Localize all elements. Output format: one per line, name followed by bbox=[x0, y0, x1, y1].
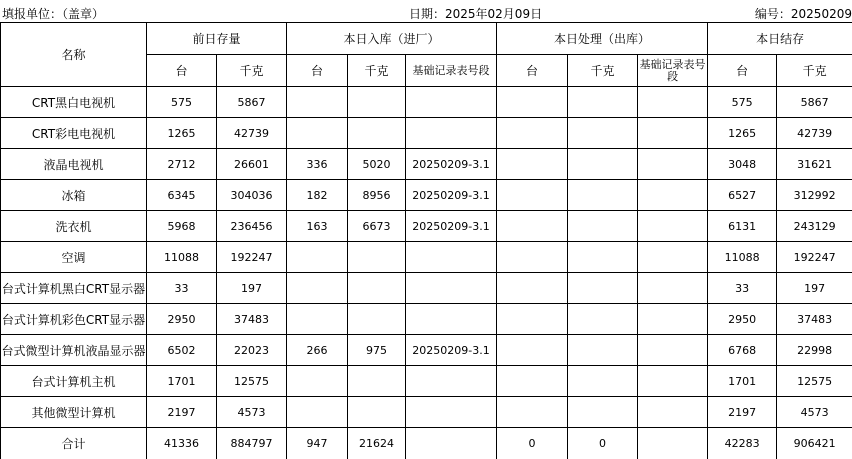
inbound-header: 本日入库（进厂） bbox=[287, 23, 497, 55]
prev-tai-cell: 575 bbox=[147, 87, 217, 118]
in-tai-cell: 163 bbox=[287, 211, 348, 242]
out-kg-cell bbox=[568, 335, 638, 366]
table-row bbox=[1, 211, 852, 242]
prev-kg-cell: 236456 bbox=[217, 211, 287, 242]
out-tai-header: 台 bbox=[497, 55, 568, 87]
in-tai-cell: 182 bbox=[287, 180, 348, 211]
bal-tai-cell: 2197 bbox=[708, 397, 777, 428]
prev-kg-cell: 42739 bbox=[217, 118, 287, 149]
item-name: 台式计算机彩色CRT显示器 bbox=[1, 304, 147, 335]
prev-tai-cell: 1265 bbox=[147, 118, 217, 149]
out-kg-cell bbox=[568, 180, 638, 211]
out-kg-cell bbox=[568, 87, 638, 118]
out-tai-cell bbox=[497, 335, 568, 366]
total-out-record bbox=[638, 428, 708, 459]
serial-number-label: 编号：20250209 bbox=[755, 5, 852, 22]
balance-header: 本日结存 bbox=[708, 23, 852, 55]
in-tai-cell bbox=[287, 397, 348, 428]
total-in-record bbox=[406, 428, 497, 459]
out-record-cell bbox=[638, 304, 708, 335]
out-tai-cell bbox=[497, 180, 568, 211]
in-tai-cell: 336 bbox=[287, 149, 348, 180]
total-row bbox=[1, 428, 852, 459]
in-tai-cell bbox=[287, 273, 348, 304]
out-tai-cell bbox=[497, 242, 568, 273]
total-bal-tai: 42283 bbox=[708, 428, 777, 459]
prev-tai-cell: 2197 bbox=[147, 397, 217, 428]
bal-tai-cell: 3048 bbox=[708, 149, 777, 180]
in-record-header: 基础记录表号段 bbox=[406, 55, 497, 87]
out-tai-cell bbox=[497, 211, 568, 242]
in-kg-cell: 6673 bbox=[348, 211, 406, 242]
item-name: 台式计算机主机 bbox=[1, 366, 147, 397]
bal-tai-cell: 33 bbox=[708, 273, 777, 304]
prev-kg-cell: 192247 bbox=[217, 242, 287, 273]
item-name: 冰箱 bbox=[1, 180, 147, 211]
bal-tai-cell: 6527 bbox=[708, 180, 777, 211]
date-label: 日期：2025年02月09日 bbox=[409, 5, 542, 22]
header-row-groups bbox=[1, 23, 852, 55]
prev-kg-cell: 26601 bbox=[217, 149, 287, 180]
in-tai-cell: 266 bbox=[287, 335, 348, 366]
table-row bbox=[1, 273, 852, 304]
bal-kg-cell: 192247 bbox=[777, 242, 852, 273]
bal-kg-cell: 243129 bbox=[777, 211, 852, 242]
in-record-cell: 20250209-3.1 bbox=[406, 335, 497, 366]
in-kg-cell: 5020 bbox=[348, 149, 406, 180]
prev-kg-cell: 37483 bbox=[217, 304, 287, 335]
out-kg-header: 千克 bbox=[568, 55, 638, 87]
bal-tai-cell: 575 bbox=[708, 87, 777, 118]
out-tai-cell bbox=[497, 304, 568, 335]
total-label: 合计 bbox=[1, 428, 147, 459]
in-record-cell bbox=[406, 242, 497, 273]
prev-kg-cell: 197 bbox=[217, 273, 287, 304]
prev-tai-cell: 6502 bbox=[147, 335, 217, 366]
out-record-cell bbox=[638, 273, 708, 304]
table-row bbox=[1, 304, 852, 335]
bal-kg-cell: 37483 bbox=[777, 304, 852, 335]
item-name: 空调 bbox=[1, 242, 147, 273]
total-out-tai: 0 bbox=[497, 428, 568, 459]
in-record-cell bbox=[406, 118, 497, 149]
in-kg-cell bbox=[348, 304, 406, 335]
in-record-cell bbox=[406, 87, 497, 118]
out-kg-cell bbox=[568, 211, 638, 242]
bal-kg-header: 千克 bbox=[777, 55, 852, 87]
bal-kg-cell: 197 bbox=[777, 273, 852, 304]
in-record-cell bbox=[406, 366, 497, 397]
item-name: 液晶电视机 bbox=[1, 149, 147, 180]
reporting-unit-label: 填报单位：（盖章） bbox=[2, 5, 104, 22]
outbound-header: 本日处理（出库） bbox=[497, 23, 708, 55]
out-kg-cell bbox=[568, 366, 638, 397]
in-tai-header: 台 bbox=[287, 55, 348, 87]
in-tai-cell bbox=[287, 87, 348, 118]
out-tai-cell bbox=[497, 87, 568, 118]
bal-kg-cell: 42739 bbox=[777, 118, 852, 149]
prev-kg-header: 千克 bbox=[217, 55, 287, 87]
item-name: CRT黑白电视机 bbox=[1, 87, 147, 118]
out-tai-cell bbox=[497, 366, 568, 397]
prev-kg-cell: 12575 bbox=[217, 366, 287, 397]
total-bal-kg: 906421 bbox=[777, 428, 852, 459]
out-record-cell bbox=[638, 87, 708, 118]
bal-tai-cell: 2950 bbox=[708, 304, 777, 335]
out-record-header: 基础记录表号段 bbox=[638, 55, 708, 87]
out-kg-cell bbox=[568, 273, 638, 304]
bal-kg-cell: 12575 bbox=[777, 366, 852, 397]
in-record-cell bbox=[406, 397, 497, 428]
in-kg-cell: 8956 bbox=[348, 180, 406, 211]
total-in-tai: 947 bbox=[287, 428, 348, 459]
name-column-header: 名称 bbox=[1, 23, 147, 87]
in-kg-cell bbox=[348, 242, 406, 273]
out-tai-cell bbox=[497, 118, 568, 149]
bal-tai-cell: 1701 bbox=[708, 366, 777, 397]
out-record-cell bbox=[638, 242, 708, 273]
in-tai-cell bbox=[287, 118, 348, 149]
out-record-cell bbox=[638, 149, 708, 180]
total-prev-tai: 41336 bbox=[147, 428, 217, 459]
bal-kg-cell: 31621 bbox=[777, 149, 852, 180]
prev-kg-cell: 22023 bbox=[217, 335, 287, 366]
inventory-table bbox=[0, 22, 852, 459]
in-kg-cell: 975 bbox=[348, 335, 406, 366]
out-kg-cell bbox=[568, 242, 638, 273]
prev-kg-cell: 4573 bbox=[217, 397, 287, 428]
item-name: 洗衣机 bbox=[1, 211, 147, 242]
bal-tai-header: 台 bbox=[708, 55, 777, 87]
in-tai-cell bbox=[287, 366, 348, 397]
bal-kg-cell: 22998 bbox=[777, 335, 852, 366]
table-row bbox=[1, 242, 852, 273]
table-row bbox=[1, 180, 852, 211]
prev-tai-cell: 33 bbox=[147, 273, 217, 304]
bal-tai-cell: 11088 bbox=[708, 242, 777, 273]
table-row bbox=[1, 87, 852, 118]
table-row bbox=[1, 149, 852, 180]
in-tai-cell bbox=[287, 304, 348, 335]
out-record-cell bbox=[638, 211, 708, 242]
prev-stock-header: 前日存量 bbox=[147, 23, 287, 55]
item-name: 台式计算机黑白CRT显示器 bbox=[1, 273, 147, 304]
out-record-cell bbox=[638, 118, 708, 149]
bal-tai-cell: 1265 bbox=[708, 118, 777, 149]
item-name: CRT彩电电视机 bbox=[1, 118, 147, 149]
out-record-cell bbox=[638, 180, 708, 211]
in-kg-cell bbox=[348, 397, 406, 428]
bal-kg-cell: 312992 bbox=[777, 180, 852, 211]
table-row bbox=[1, 366, 852, 397]
table-row bbox=[1, 335, 852, 366]
in-kg-cell bbox=[348, 366, 406, 397]
prev-tai-cell: 2950 bbox=[147, 304, 217, 335]
in-tai-cell bbox=[287, 242, 348, 273]
in-kg-header: 千克 bbox=[348, 55, 406, 87]
bal-kg-cell: 5867 bbox=[777, 87, 852, 118]
in-kg-cell bbox=[348, 118, 406, 149]
total-prev-kg: 884797 bbox=[217, 428, 287, 459]
out-record-cell bbox=[638, 366, 708, 397]
total-out-kg: 0 bbox=[568, 428, 638, 459]
bal-tai-cell: 6131 bbox=[708, 211, 777, 242]
in-kg-cell bbox=[348, 87, 406, 118]
prev-tai-cell: 5968 bbox=[147, 211, 217, 242]
total-in-kg: 21624 bbox=[348, 428, 406, 459]
in-record-cell: 20250209-3.1 bbox=[406, 149, 497, 180]
prev-tai-cell: 1701 bbox=[147, 366, 217, 397]
out-tai-cell bbox=[497, 397, 568, 428]
prev-tai-cell: 11088 bbox=[147, 242, 217, 273]
out-kg-cell bbox=[568, 149, 638, 180]
prev-kg-cell: 5867 bbox=[217, 87, 287, 118]
out-record-cell bbox=[638, 397, 708, 428]
out-kg-cell bbox=[568, 304, 638, 335]
prev-tai-header: 台 bbox=[147, 55, 217, 87]
prev-tai-cell: 6345 bbox=[147, 180, 217, 211]
in-record-cell: 20250209-3.1 bbox=[406, 180, 497, 211]
table-row bbox=[1, 118, 852, 149]
out-kg-cell bbox=[568, 118, 638, 149]
item-name: 台式微型计算机液晶显示器 bbox=[1, 335, 147, 366]
in-record-cell bbox=[406, 273, 497, 304]
in-record-cell bbox=[406, 304, 497, 335]
in-record-cell: 20250209-3.1 bbox=[406, 211, 497, 242]
out-tai-cell bbox=[497, 149, 568, 180]
out-kg-cell bbox=[568, 397, 638, 428]
form-header bbox=[0, 0, 852, 22]
out-tai-cell bbox=[497, 273, 568, 304]
in-kg-cell bbox=[348, 273, 406, 304]
out-record-cell bbox=[638, 335, 708, 366]
table-row bbox=[1, 397, 852, 428]
prev-tai-cell: 2712 bbox=[147, 149, 217, 180]
prev-kg-cell: 304036 bbox=[217, 180, 287, 211]
item-name: 其他微型计算机 bbox=[1, 397, 147, 428]
bal-kg-cell: 4573 bbox=[777, 397, 852, 428]
bal-tai-cell: 6768 bbox=[708, 335, 777, 366]
